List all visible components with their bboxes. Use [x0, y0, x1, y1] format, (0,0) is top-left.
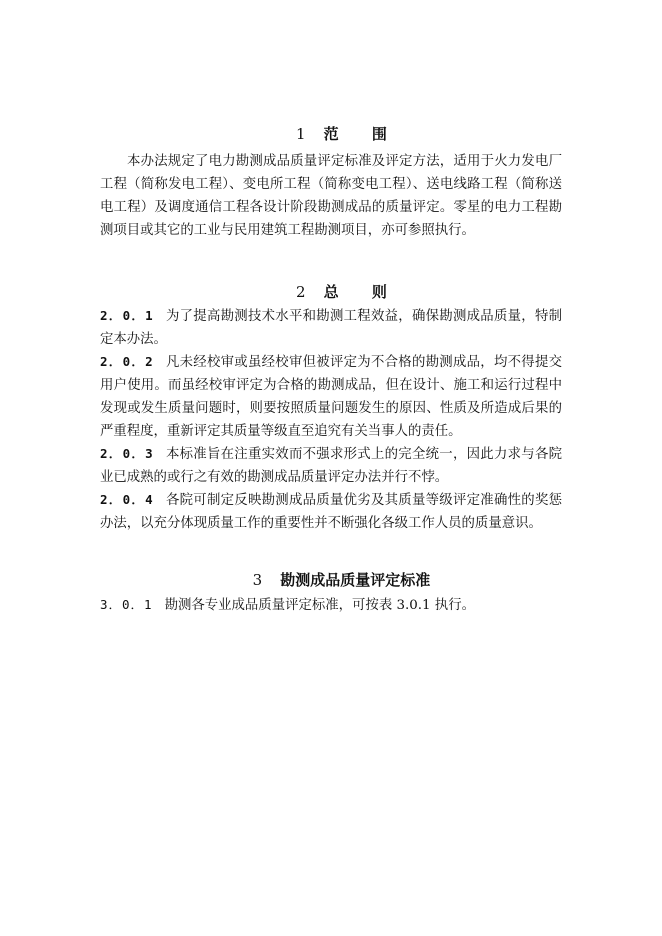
clause-2-0-4	[100, 488, 562, 535]
clause-number: 2．0．2	[100, 354, 154, 369]
clause-2-0-1	[100, 304, 562, 351]
clause-text: 本标准旨在注重实效而不强求形式上的完全统一，因此力求与各院业已成熟的或行之有效的勘测成品质量评定办法并行不悖。	[100, 447, 563, 485]
section-number: 2	[296, 283, 306, 301]
clause-number: 3．0．1	[100, 597, 153, 612]
section-number: 1	[296, 125, 306, 143]
clause-2-0-2	[100, 350, 562, 443]
clause-text: 各院可制定反映勘测成品质量优劣及其质量等级评定准确性的奖惩办法，以充分体现质量工作的重要性并不断强化各级工作人员的质量意识。	[100, 493, 563, 531]
clause-number: 2．0．1	[100, 308, 154, 323]
clause-text: 为了提高勘测技术水平和勘测工程效益，确保勘测成品质量，特制定本办法。	[100, 309, 563, 347]
section-title: 总 则	[323, 283, 401, 301]
clause-2-0-3	[100, 442, 562, 489]
section-title: 勘测成品质量评定标准	[280, 571, 431, 589]
section-number: 3	[252, 571, 263, 589]
clause-number: 2．0．3	[100, 446, 154, 461]
clause-text: 勘测各专业成品质量评定标准，可按表 3.0.1 执行。	[164, 598, 475, 613]
clause-number: 2．0．4	[100, 492, 154, 507]
scope-paragraph: 本办法规定了电力勘测成品质量评定标准及评定方法，适用于火力发电厂工程（简称发电工程）、变电所工程（简称变电工程）、送电线路工程（简称送电工程）及调度通信工程各设计阶段勘测成品的质量评定。零星的电力工程勘测项目或其它的工业与民用建筑工程勘测项目，亦可参照执行。	[100, 154, 562, 238]
clause-3-0-1	[100, 593, 562, 617]
clause-text: 凡未经校审或虽经校审但被评定为不合格的勘测成品，均不得提交用户使用。而虽经校审评定为合格的勘测成品，但在设计、施工和运行过程中发现或发生质量问题时，则要按照质量问题发生的原因、性质及所造成后果的严重程度，重新评定其质量等级直至追究有关当事人的责任。	[100, 355, 563, 439]
section-title: 范 围	[323, 125, 401, 143]
